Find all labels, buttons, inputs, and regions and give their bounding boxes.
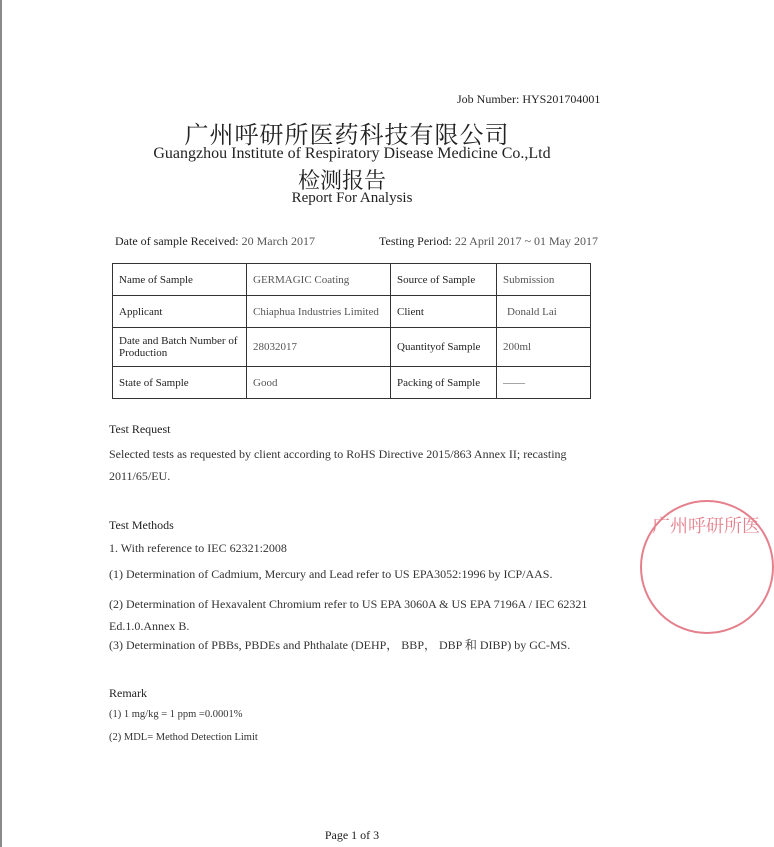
- remark-item: (1) 1 mg/kg = 1 ppm =0.0001%: [109, 709, 243, 720]
- table-cell: 200ml: [497, 328, 591, 367]
- company-seal: [640, 500, 774, 634]
- test-methods-heading: Test Methods: [109, 518, 174, 532]
- table-cell: GERMAGIC Coating: [247, 264, 391, 296]
- test-method-item: (3) Determination of PBBs, PBDEs and Phthalate (DEHP， BBP， DBP 和 DIBP) by GC-MS.: [109, 638, 571, 652]
- table-cell: Date and Batch Number of Production: [113, 328, 247, 367]
- test-method-item: (1) Determination of Cadmium, Mercury and Lead refer to US EPA3052:1996 by ICP/AAS.: [109, 567, 553, 581]
- seal-text: 广州呼研所医: [652, 516, 760, 537]
- table-cell: ——: [497, 367, 591, 399]
- table-cell: Applicant: [113, 296, 247, 328]
- date-received: Date of sample Received: 20 March 2017: [115, 234, 315, 248]
- table-cell: Quantityof Sample: [391, 328, 497, 367]
- company-title-en: Guangzhou Institute of Respiratory Disease Medicine Co.,Ltd: [153, 145, 551, 162]
- table-cell: Submission: [497, 264, 591, 296]
- table-cell: State of Sample: [113, 367, 247, 399]
- table-cell: Good: [247, 367, 391, 399]
- page-number: Page 1 of 3: [324, 828, 380, 842]
- test-method-item: (2) Determination of Hexavalent Chromium refer to US EPA 3060A & US EPA 7196A / IEC 62321 Ed.1.0.Annex B.: [109, 597, 588, 633]
- table-cell: Source of Sample: [391, 264, 497, 296]
- test-request-text: Selected tests as requested by client according to RoHS Directive 2015/863 Annex II; recasting 2011/65/EU.: [109, 447, 567, 483]
- remark-item: (2) MDL= Method Detection Limit: [109, 732, 258, 743]
- company-title-cn: 广州呼研所医药科技有限公司: [184, 121, 510, 149]
- table-row: [113, 264, 591, 296]
- table-cell: Name of Sample: [113, 264, 247, 296]
- table-cell: Chiaphua Industries Limited: [247, 296, 391, 328]
- testing-period: Testing Period: 22 April 2017 ~ 01 May 2017: [379, 234, 598, 248]
- report-title-cn: 检测报告: [297, 169, 386, 194]
- test-method-item: 1. With reference to IEC 62321:2008: [109, 541, 287, 555]
- table-row: [113, 296, 591, 328]
- report-title-en: Report For Analysis: [291, 190, 413, 206]
- table-row: [113, 328, 591, 367]
- table-cell: Donald Lai: [497, 296, 591, 328]
- table-row: [113, 367, 591, 399]
- table-cell: 28032017: [247, 328, 391, 367]
- job-number: Job Number: HYS201704001: [457, 92, 601, 106]
- table-cell: Packing of Sample: [391, 367, 497, 399]
- table-cell: Client: [391, 296, 497, 328]
- remark-heading: Remark: [109, 686, 147, 700]
- test-request-heading: Test Request: [109, 422, 171, 436]
- sample-info-table: [112, 263, 591, 399]
